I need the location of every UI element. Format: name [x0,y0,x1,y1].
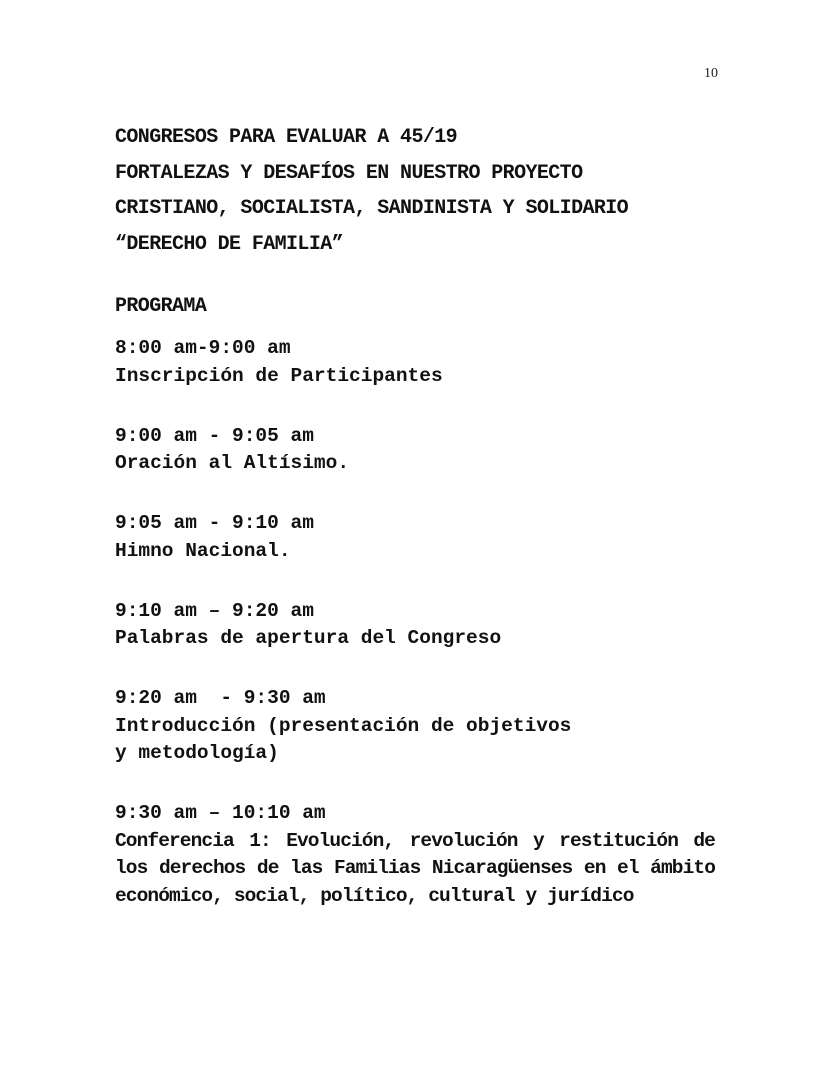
title-line: “DERECHO DE FAMILIA” [115,232,344,256]
program-description: Inscripción de Participantes [115,364,443,387]
program-item [115,598,735,653]
program-item [115,510,735,565]
program-time: 8:00 am-9:00 am [115,337,291,359]
program-time: 9:10 am – 9:20 am [115,599,314,622]
program-time: 9:00 am - 9:05 am [115,424,314,447]
document-title [115,120,755,262]
program-item [115,685,735,768]
title-line: FORTALEZAS Y DESAFÍOS EN NUESTRO PROYECTO [115,161,583,185]
program-time: 9:20 am - 9:30 am [115,687,326,709]
program-list [115,335,735,943]
program-time: 9:30 am – 10:10 am [115,802,326,824]
title-line: CRISTIANO, SOCIALISTA, SANDINISTA Y SOLIDARIO [115,197,629,220]
program-description: Conferencia 1: Evolución, revolución y restitución de los derechos de las Familias Nicaragüenses en el ámbito económico, social, político, cultural y jurídico [115,829,715,907]
program-description: Himno Nacional. [115,539,291,562]
program-description: Palabras de apertura del Congreso [115,627,502,649]
program-description: Oración al Altísimo. [115,452,350,474]
title-line: CONGRESOS PARA EVALUAR A 45/19 [115,126,458,149]
program-item [115,423,735,478]
program-item [115,335,735,390]
program-item [115,800,735,910]
program-description: Introducción (presentación de objetivos y metodología) [115,714,572,764]
program-heading: PROGRAMA [115,295,207,318]
program-time: 9:05 am - 9:10 am [115,512,314,534]
page-number: 10 [704,66,718,81]
